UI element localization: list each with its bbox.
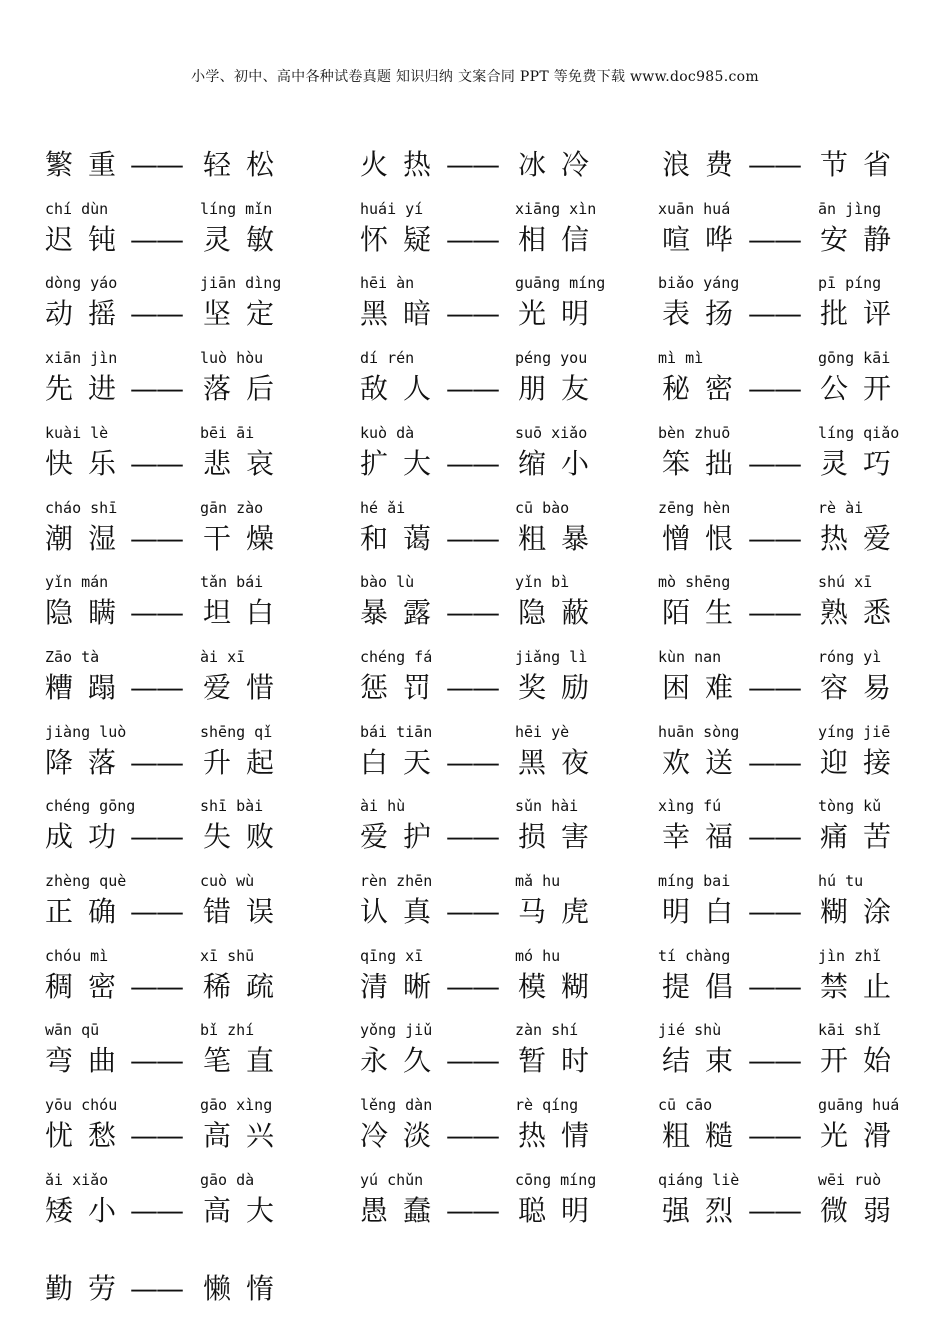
pinyin-second: gāo xìng xyxy=(200,1096,273,1115)
dash-separator: —— xyxy=(446,969,498,1003)
pinyin-first: yǒng jiǔ xyxy=(360,1021,433,1040)
word-first: 和蔼 xyxy=(360,521,447,555)
word-first: 白天 xyxy=(360,745,447,779)
dash-separator: —— xyxy=(748,1193,800,1227)
pinyin-second: jìn zhǐ xyxy=(818,946,882,965)
word-second: 爱惜 xyxy=(203,670,290,704)
dash-separator: —— xyxy=(748,1119,800,1153)
dash-separator: —— xyxy=(446,820,498,854)
word-second: 禁止 xyxy=(820,969,907,1003)
dash-separator: —— xyxy=(748,372,800,406)
word-first: 迟钝 xyxy=(45,222,132,256)
word-second: 冰冷 xyxy=(518,148,605,181)
pinyin-second: cū bào xyxy=(515,498,570,517)
word-second: 粗暴 xyxy=(518,521,605,555)
word-second: 节省 xyxy=(820,148,907,181)
pinyin-first: chéng gōng xyxy=(45,797,136,816)
pinyin-first: mò shēng xyxy=(658,573,731,592)
word-second: 灵敏 xyxy=(203,222,290,256)
dash-separator: —— xyxy=(130,1119,182,1153)
word-second: 相信 xyxy=(518,222,605,256)
pinyin-second: gān zào xyxy=(200,498,264,517)
pinyin-second: xī shū xyxy=(200,946,255,965)
dash-separator: —— xyxy=(130,1193,182,1227)
dash-separator: —— xyxy=(748,596,800,630)
pinyin-first: Zāo tà xyxy=(45,647,100,666)
pinyin-first: chí dùn xyxy=(45,199,109,218)
word-first: 提倡 xyxy=(662,969,749,1003)
dash-separator: —— xyxy=(748,1044,800,1078)
word-second: 容易 xyxy=(820,670,907,704)
dash-separator: —— xyxy=(748,670,800,704)
word-second: 坦白 xyxy=(203,596,290,630)
dash-separator: —— xyxy=(130,596,182,630)
dash-separator: —— xyxy=(130,1044,182,1078)
pinyin-first: xiān jìn xyxy=(45,349,118,368)
pinyin-second: rè ài xyxy=(818,498,864,517)
pinyin-first: bào lù xyxy=(360,573,415,592)
pinyin-second: péng you xyxy=(515,349,588,368)
word-second: 笔直 xyxy=(203,1044,290,1078)
word-second: 黑夜 xyxy=(518,745,605,779)
pinyin-first: ài hù xyxy=(360,797,406,816)
word-second: 公开 xyxy=(820,372,907,406)
word-row xyxy=(0,722,950,797)
word-row xyxy=(0,871,950,946)
dash-separator: —— xyxy=(130,446,182,480)
word-row xyxy=(0,124,950,199)
pinyin-first: kùn nan xyxy=(658,647,722,666)
pinyin-second: hēi yè xyxy=(515,722,570,741)
pinyin-second: gāo dà xyxy=(200,1170,255,1189)
word-first: 敌人 xyxy=(360,372,447,406)
word-first: 先进 xyxy=(45,372,132,406)
word-first: 忧愁 xyxy=(45,1119,132,1153)
dash-separator: —— xyxy=(446,1119,498,1153)
dash-separator: —— xyxy=(446,222,498,256)
word-second: 开始 xyxy=(820,1044,907,1078)
pinyin-first: xuān huá xyxy=(658,199,731,218)
word-first: 清晰 xyxy=(360,969,447,1003)
pinyin-first: cháo shī xyxy=(45,498,118,517)
dash-separator: —— xyxy=(130,297,182,331)
dash-separator: —— xyxy=(748,745,800,779)
pinyin-first: dòng yáo xyxy=(45,274,118,293)
dash-separator: —— xyxy=(446,1044,498,1078)
word-first: 成功 xyxy=(45,820,132,854)
dash-separator: —— xyxy=(748,446,800,480)
word-first: 扩大 xyxy=(360,446,447,480)
pinyin-first: lěng dàn xyxy=(360,1096,433,1115)
dash-separator: —— xyxy=(748,820,800,854)
word-first: 强烈 xyxy=(662,1193,749,1227)
word-first: 稠密 xyxy=(45,969,132,1003)
pinyin-second: cuò wù xyxy=(200,872,255,890)
dash-separator: —— xyxy=(446,297,498,331)
pinyin-second: cōng míng xyxy=(515,1170,597,1189)
pinyin-second: jiǎng lì xyxy=(515,647,588,666)
word-first: 矮小 xyxy=(45,1193,132,1227)
word-second: 模糊 xyxy=(518,969,605,1003)
pinyin-first: kuài lè xyxy=(45,423,109,442)
word-second: 升起 xyxy=(203,745,290,779)
pinyin-second: líng qiǎo xyxy=(818,423,900,442)
pinyin-second: bēi āi xyxy=(200,423,255,442)
word-second: 奖励 xyxy=(518,670,605,704)
pinyin-second: mó hu xyxy=(515,946,561,965)
dash-separator: —— xyxy=(748,895,800,928)
pinyin-second: kāi shǐ xyxy=(818,1021,882,1040)
word-first: 笨拙 xyxy=(662,446,749,480)
word-first: 糟蹋 xyxy=(45,670,132,704)
word-first: 幸福 xyxy=(662,820,749,854)
word-second: 微弱 xyxy=(820,1193,907,1227)
dash-separator: —— xyxy=(130,372,182,406)
pinyin-first: hé ǎi xyxy=(360,498,406,517)
word-second: 损害 xyxy=(518,820,605,854)
word-row xyxy=(0,1020,950,1095)
word-first: 愚蠢 xyxy=(360,1193,447,1227)
pinyin-first: chéng fá xyxy=(360,647,433,666)
pinyin-second: shī bài xyxy=(200,797,264,816)
pinyin-first: hēi àn xyxy=(360,274,415,293)
word-second: 聪明 xyxy=(518,1193,605,1227)
dash-separator: —— xyxy=(446,521,498,555)
word-second: 悲哀 xyxy=(203,446,290,480)
dash-separator: —— xyxy=(130,148,182,181)
dash-separator: —— xyxy=(130,670,182,704)
word-row xyxy=(0,572,950,647)
word-first: 暴露 xyxy=(360,596,447,630)
pinyin-first: jiàng luò xyxy=(45,722,127,741)
word-first: 黑暗 xyxy=(360,297,447,331)
word-first: 火热 xyxy=(360,148,447,181)
dash-separator: —— xyxy=(446,895,498,928)
word-second: 熟悉 xyxy=(820,596,907,630)
word-first: 惩罚 xyxy=(360,670,447,704)
pinyin-first: wān qū xyxy=(45,1021,100,1040)
dash-separator: —— xyxy=(130,1271,182,1305)
word-second: 热爱 xyxy=(820,521,907,555)
word-first: 冷淡 xyxy=(360,1119,447,1153)
word-second: 稀疏 xyxy=(203,969,290,1003)
pinyin-second: shú xī xyxy=(818,573,873,592)
pinyin-first: qiáng liè xyxy=(658,1170,740,1189)
pinyin-second: luò hòu xyxy=(200,349,264,368)
word-second: 批评 xyxy=(820,297,907,331)
pinyin-first: ǎi xiǎo xyxy=(45,1170,109,1189)
dash-separator: —— xyxy=(748,297,800,331)
pinyin-first: xìng fú xyxy=(658,797,722,816)
word-second: 热情 xyxy=(518,1119,605,1153)
pinyin-first: huái yí xyxy=(360,199,424,218)
dash-separator: —— xyxy=(130,222,182,256)
word-second: 高大 xyxy=(203,1193,290,1227)
word-first: 正确 xyxy=(45,895,132,928)
pinyin-second: wēi ruò xyxy=(818,1170,882,1189)
word-second: 干燥 xyxy=(203,521,290,555)
word-first: 怀疑 xyxy=(360,222,447,256)
pinyin-first: cū cāo xyxy=(658,1096,713,1115)
pinyin-first: míng bai xyxy=(658,872,731,890)
pinyin-first: zēng hèn xyxy=(658,498,731,517)
word-second: 缩小 xyxy=(518,446,605,480)
pinyin-second: suō xiǎo xyxy=(515,423,588,442)
word-first: 永久 xyxy=(360,1044,447,1078)
word-row xyxy=(0,796,950,871)
dash-separator: —— xyxy=(748,148,800,181)
dash-separator: —— xyxy=(130,969,182,1003)
pinyin-second: ān jìng xyxy=(818,199,882,218)
pinyin-first: yú chǔn xyxy=(360,1170,424,1189)
word-second: 糊涂 xyxy=(820,895,907,928)
word-first: 隐瞒 xyxy=(45,596,132,630)
dash-separator: —— xyxy=(446,670,498,704)
pinyin-first: bèn zhuō xyxy=(658,423,731,442)
pinyin-second: guāng huá xyxy=(818,1096,900,1115)
word-second: 安静 xyxy=(820,222,907,256)
word-second: 朋友 xyxy=(518,372,605,406)
word-first: 困难 xyxy=(662,670,749,704)
pinyin-second: guāng míng xyxy=(515,274,606,293)
pinyin-first: qīng xī xyxy=(360,946,424,965)
pinyin-first: zhèng què xyxy=(45,872,127,890)
word-row xyxy=(0,498,950,573)
pinyin-first: chóu mì xyxy=(45,946,109,965)
pinyin-second: xiāng xìn xyxy=(515,199,597,218)
pinyin-second: hú tu xyxy=(818,872,864,890)
pinyin-second: yǐn bì xyxy=(515,573,570,592)
page-header: 小学、初中、高中各种试卷真题 知识归纳 文案合同 PPT 等免费下载 www.doc985.com xyxy=(191,69,759,85)
word-second: 暂时 xyxy=(518,1044,605,1078)
word-row xyxy=(0,273,950,348)
word-second: 轻松 xyxy=(203,148,290,181)
word-first: 降落 xyxy=(45,745,132,779)
word-second: 懒惰 xyxy=(203,1271,290,1305)
word-first: 动摇 xyxy=(45,297,132,331)
dash-separator: —— xyxy=(130,521,182,555)
pinyin-first: yǐn mán xyxy=(45,573,109,592)
word-second: 痛苦 xyxy=(820,820,907,854)
dash-separator: —— xyxy=(446,1193,498,1227)
word-row xyxy=(0,423,950,498)
word-row xyxy=(0,647,950,722)
pinyin-second: tǎn bái xyxy=(200,573,264,592)
pinyin-first: jié shù xyxy=(658,1021,722,1040)
word-row xyxy=(0,946,950,1021)
word-second: 高兴 xyxy=(203,1119,290,1153)
dash-separator: —— xyxy=(446,446,498,480)
pinyin-second: bǐ zhí xyxy=(200,1021,255,1040)
pinyin-second: ài xī xyxy=(200,647,246,666)
word-first: 结束 xyxy=(662,1044,749,1078)
dash-separator: —— xyxy=(446,148,498,181)
word-second: 光滑 xyxy=(820,1119,907,1153)
pinyin-second: mǎ hu xyxy=(515,872,561,890)
word-first: 快乐 xyxy=(45,446,132,480)
pinyin-second: sǔn hài xyxy=(515,797,579,816)
word-first: 潮湿 xyxy=(45,521,132,555)
pinyin-first: mì mì xyxy=(658,349,704,368)
pinyin-first: kuò dà xyxy=(360,423,415,442)
pinyin-second: zàn shí xyxy=(515,1021,579,1040)
word-second: 迎接 xyxy=(820,745,907,779)
word-first: 秘密 xyxy=(662,372,749,406)
dash-separator: —— xyxy=(130,895,182,928)
word-first: 浪费 xyxy=(662,148,749,181)
word-first: 弯曲 xyxy=(45,1044,132,1078)
pinyin-second: shēng qǐ xyxy=(200,722,273,741)
pinyin-second: yíng jiē xyxy=(818,722,891,741)
word-first: 认真 xyxy=(360,895,447,928)
word-first: 勤劳 xyxy=(45,1271,132,1305)
word-row xyxy=(0,1248,950,1323)
pinyin-first: tí chàng xyxy=(658,946,731,965)
dash-separator: —— xyxy=(748,969,800,1003)
pinyin-first: biǎo yáng xyxy=(658,274,740,293)
word-second: 灵巧 xyxy=(820,446,907,480)
word-first: 繁重 xyxy=(45,148,132,181)
dash-separator: —— xyxy=(446,372,498,406)
word-row xyxy=(0,1095,950,1170)
pinyin-first: yōu chóu xyxy=(45,1096,118,1115)
pinyin-first: bái tiān xyxy=(360,722,433,741)
word-first: 欢送 xyxy=(662,745,749,779)
word-second: 错误 xyxy=(203,895,290,928)
pinyin-second: pī píng xyxy=(818,274,882,293)
word-first: 表扬 xyxy=(662,297,749,331)
word-first: 粗糙 xyxy=(662,1119,749,1153)
pinyin-first: dí rén xyxy=(360,349,415,368)
word-first: 明白 xyxy=(662,895,749,928)
pinyin-second: rè qíng xyxy=(515,1096,579,1115)
pinyin-second: róng yì xyxy=(818,647,882,666)
word-second: 落后 xyxy=(203,372,290,406)
word-first: 爱护 xyxy=(360,820,447,854)
word-second: 坚定 xyxy=(203,297,290,331)
word-second: 隐蔽 xyxy=(518,596,605,630)
dash-separator: —— xyxy=(446,596,498,630)
word-row xyxy=(0,1170,950,1245)
pinyin-first: huān sòng xyxy=(658,722,740,741)
pinyin-second: líng mǐn xyxy=(200,199,273,218)
pinyin-first: rèn zhēn xyxy=(360,872,433,890)
dash-separator: —— xyxy=(748,222,800,256)
pinyin-second: gōng kāi xyxy=(818,349,891,368)
pinyin-second: tòng kǔ xyxy=(818,797,882,816)
word-second: 马虎 xyxy=(518,895,605,928)
word-second: 光明 xyxy=(518,297,605,331)
pinyin-second: jiān dìng xyxy=(200,274,282,293)
dash-separator: —— xyxy=(748,521,800,555)
word-row xyxy=(0,348,950,423)
dash-separator: —— xyxy=(130,820,182,854)
word-first: 喧哗 xyxy=(662,222,749,256)
dash-separator: —— xyxy=(130,745,182,779)
word-row xyxy=(0,199,950,274)
word-second: 失败 xyxy=(203,820,290,854)
dash-separator: —— xyxy=(446,745,498,779)
word-first: 陌生 xyxy=(662,596,749,630)
word-first: 憎恨 xyxy=(662,521,749,555)
